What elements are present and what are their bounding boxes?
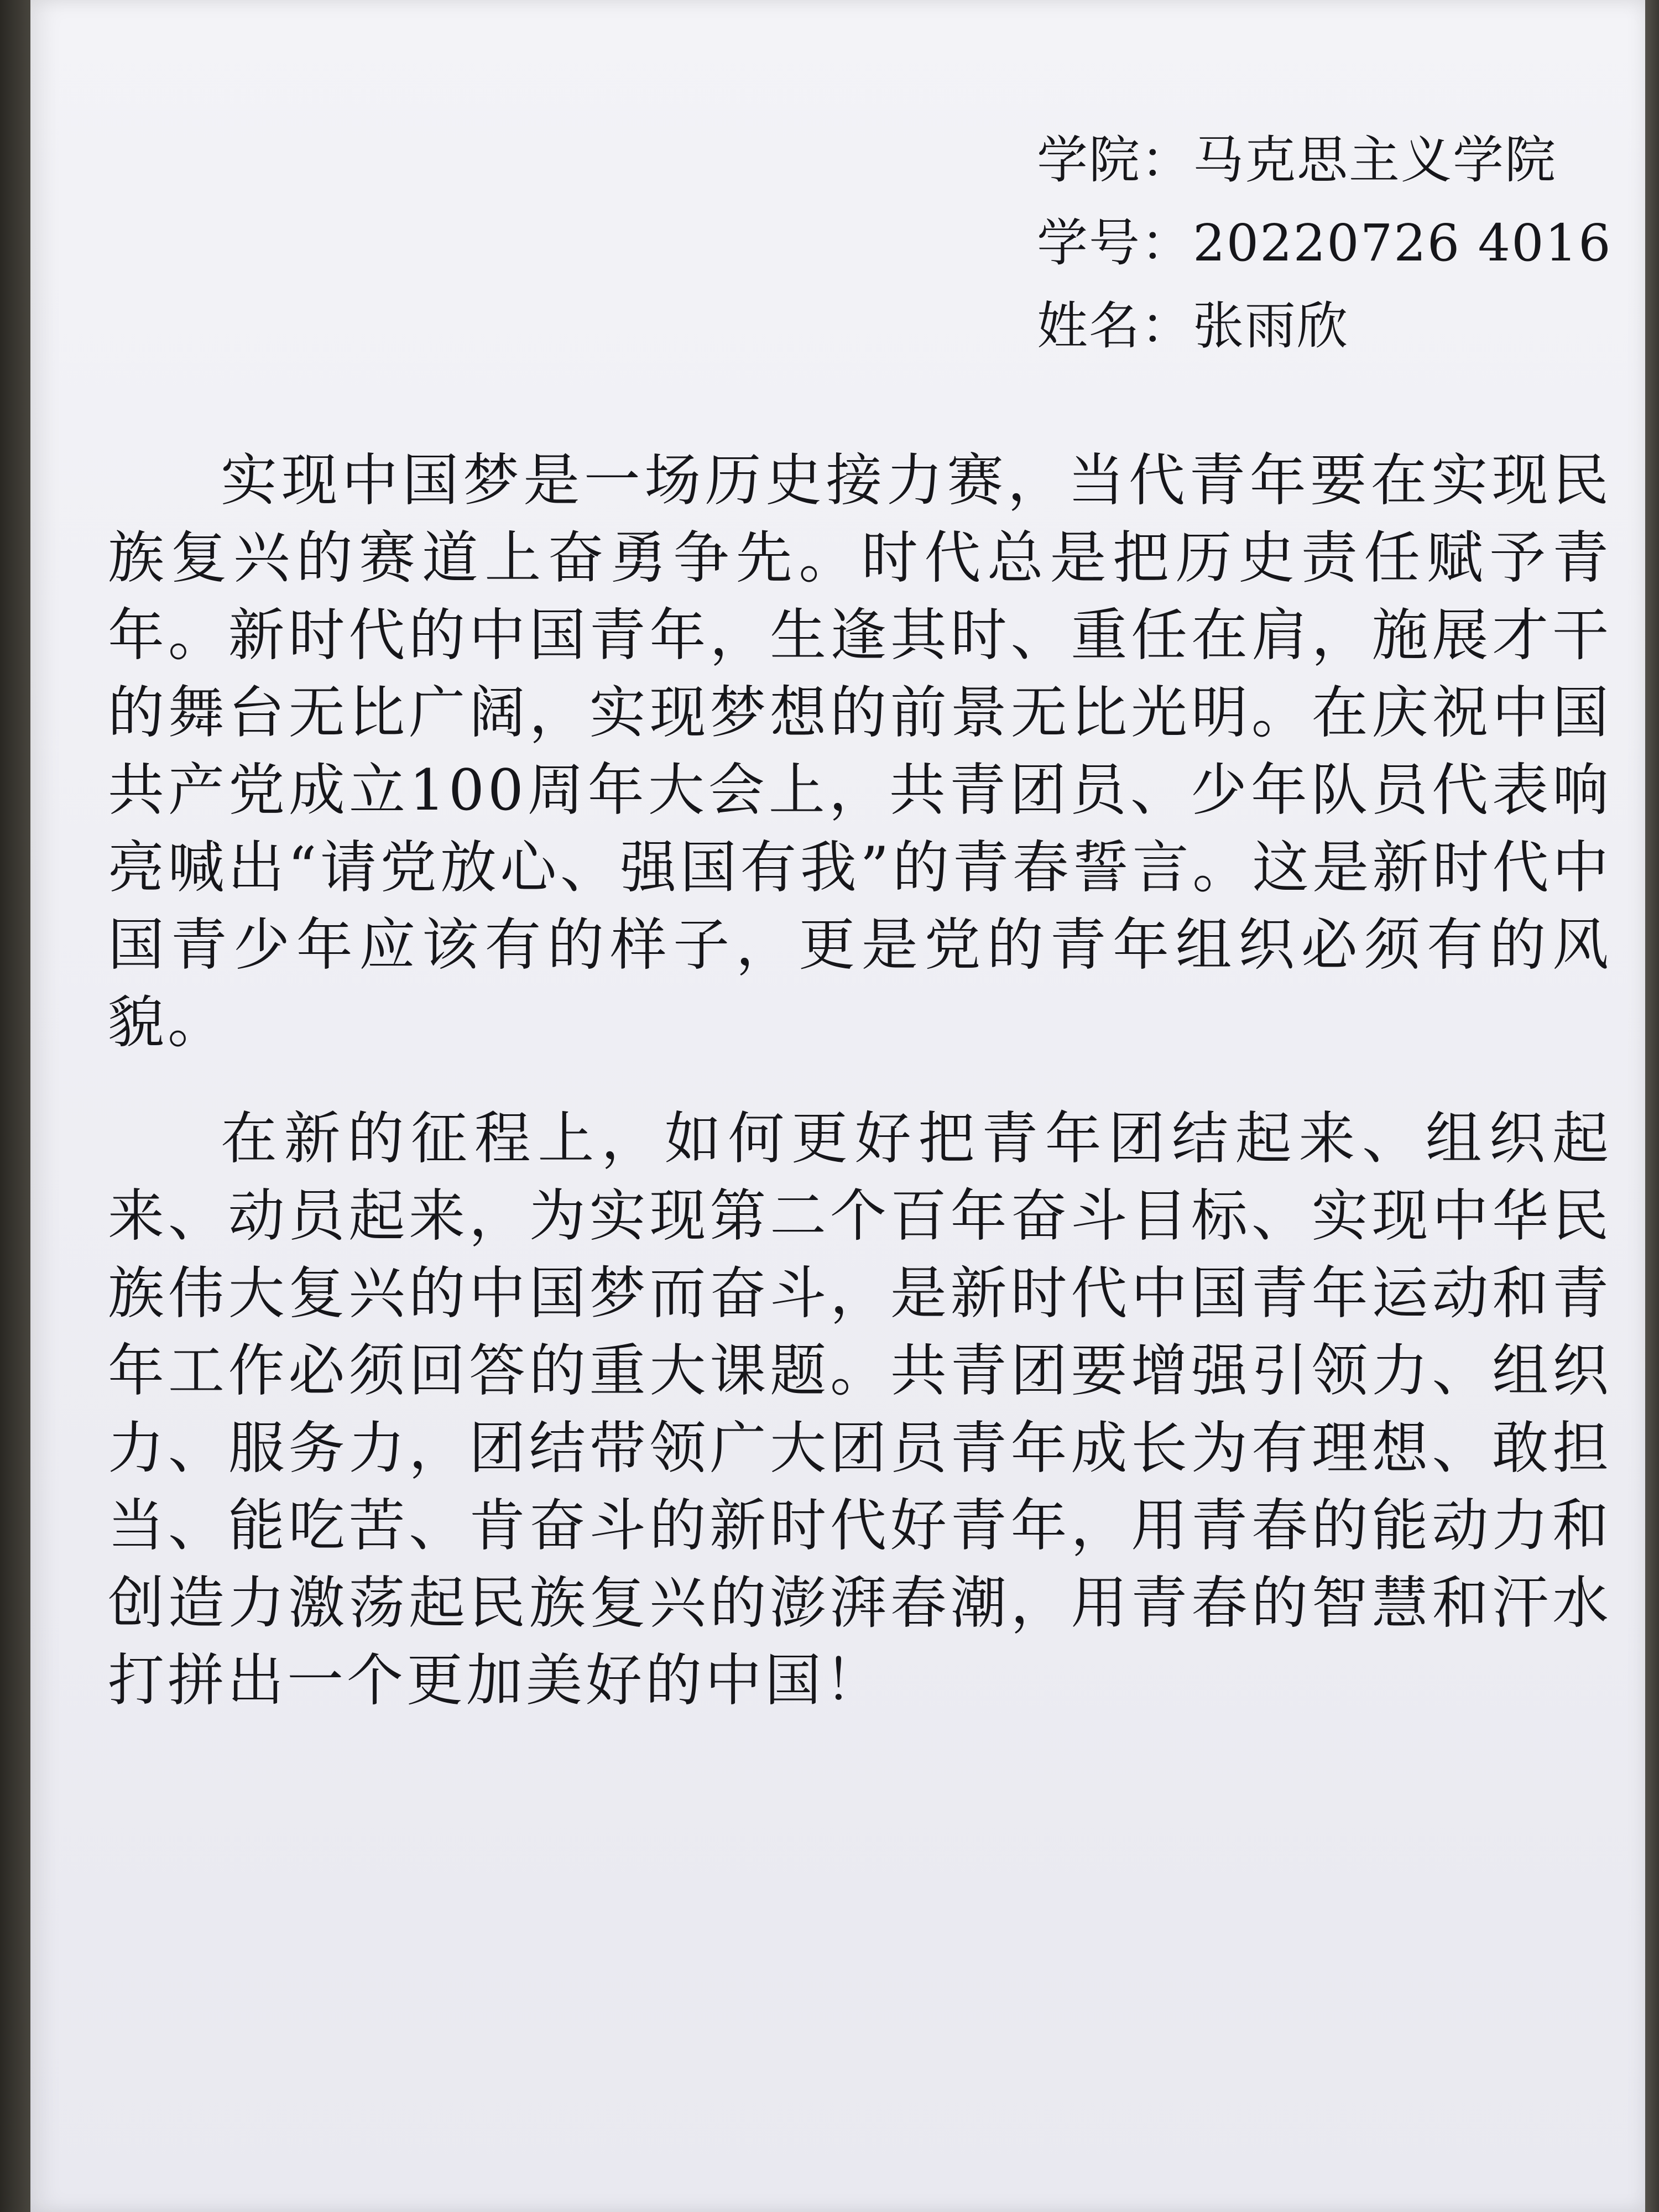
- student-id-value: 20220726 4016: [1193, 213, 1612, 273]
- handwritten-page: [30, 0, 1645, 2212]
- name-label: 姓名: [1037, 296, 1141, 356]
- college-value: 马克思主义学院: [1193, 131, 1557, 190]
- essay-paragraph-1: 实现中国梦是一场历史接力赛，当代青年要在实现民族复兴的赛道上奋勇争先。时代总是把历史责任赋予青年。新时代的中国青年，生逢其时、重任在肩，施展才干的舞台无比广阔，实现梦想的前景无比光明。在庆祝中国共产党成立100周年大会上，共青团员、少年队员代表响亮喊出“请党放心、强国有我”的青春誓言。这是新时代中国青少年应该有的样子，更是党的青年组织必须有的风貌。: [108, 448, 1612, 1056]
- essay-body: [108, 442, 1612, 1759]
- name-separator: ：: [1141, 296, 1193, 356]
- essay-paragraph-2: 在新的征程上，如何更好把青年团结起来、组织起来、动员起来，为实现第二个百年奋斗目标、实现中华民族伟大复兴的中国梦而奋斗，是新时代中国青年运动和青年工作必须回答的重大课题。共青团要增强引领力、组织力、服务力，团结带领广大团员青年成长为有理想、敢担当、能吃苦、肯奋斗的新时代好青年，用青春的能动力和创造力激荡起民族复兴的澎湃春潮，用青春的智慧和汗水打拼出一个更加美好的中国！: [108, 1106, 1612, 1714]
- college-line: [1037, 119, 1590, 202]
- college-label: 学院: [1037, 131, 1141, 190]
- student-info-header: [1037, 119, 1612, 368]
- student-id-line: [1037, 202, 1612, 285]
- student-id-label: 学号: [1037, 213, 1141, 273]
- name-value: 张雨欣: [1193, 296, 1349, 356]
- name-line: [1037, 285, 1590, 368]
- desk-background-left: [0, 0, 33, 2212]
- college-separator: ：: [1141, 131, 1193, 190]
- student-id-separator: ：: [1141, 213, 1193, 273]
